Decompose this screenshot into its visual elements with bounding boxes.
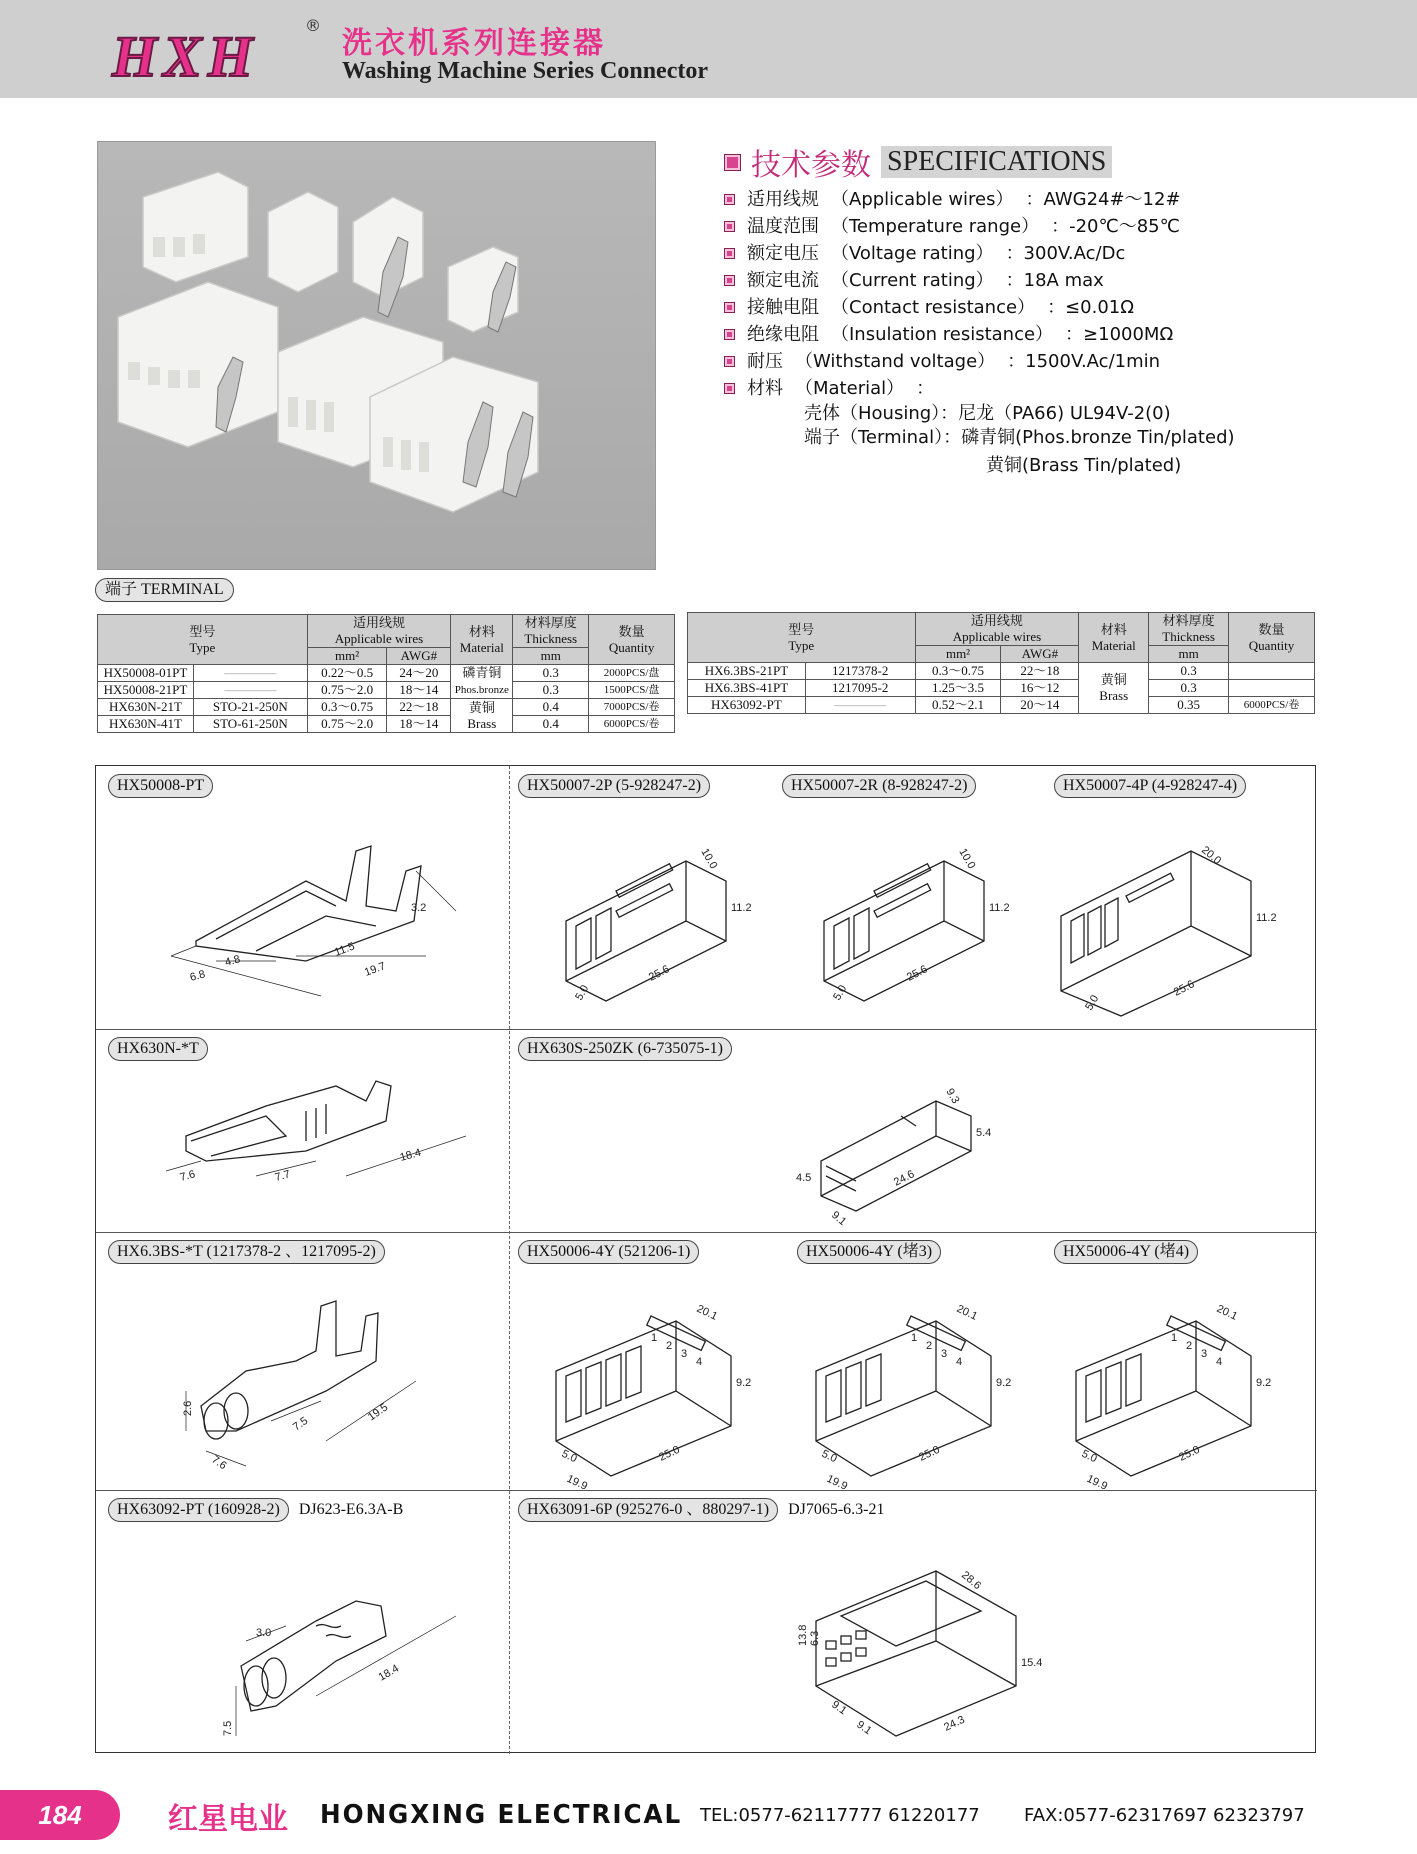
pin-number: 1 [651, 1332, 658, 1344]
drawing-caption: HX63092-PT (160928-2) DJ623-E6.3A-B [108, 1498, 403, 1522]
cell-type: HX630N-41T [98, 716, 194, 733]
grid-divider-vertical [509, 766, 510, 1754]
dim-label: 4.8 [223, 953, 242, 969]
bullet-square-icon [724, 302, 735, 313]
spec-item [724, 321, 1181, 348]
drawing-caption: HX50006-4Y (521206-1) [518, 1240, 699, 1264]
cell-type: HX63092-PT [688, 697, 806, 714]
dim-label: 5.0 [819, 1447, 839, 1466]
spec-value: ： [916, 378, 935, 399]
drawing-caption: HX50008-PT [108, 774, 213, 798]
spec-label-en: （Insulation resistance） [831, 324, 1054, 345]
cell-qty: 6000PCS/卷 [589, 716, 675, 733]
cell-mm2: 0.75～2.0 [307, 682, 387, 699]
cell-alt: STO-21-250N [193, 699, 307, 716]
telephone: TEL:0577-62117777 61220177 [700, 1805, 980, 1826]
cell-qty [1229, 663, 1315, 680]
spec-item [724, 213, 1181, 240]
drawing-caption: HX63091-6P (925276-0 、880297-1) DJ7065-6.3-21 [518, 1498, 885, 1522]
dim-label: 11.2 [989, 902, 1010, 914]
bullet-square-icon [724, 356, 735, 367]
col-mm2: mm² [307, 648, 387, 665]
spec-label-en: （Withstand voltage） [795, 351, 996, 372]
dim-label: 11.5 [332, 940, 357, 959]
dim-label: 9.1 [829, 1698, 849, 1718]
spec-value: ：300V.Ac/Dc [1005, 243, 1126, 264]
cell-type: HX50008-01PT [98, 665, 194, 682]
spec-value: ：AWG24#～12# [1025, 189, 1181, 210]
cell-alt: STO-61-250N [193, 716, 307, 733]
col-type: 型号 Type [98, 615, 308, 665]
cell-awg: 18～14 [387, 716, 451, 733]
table-row [98, 665, 675, 682]
dim-label: 5.0 [559, 1447, 579, 1466]
dim-label: 19.7 [362, 960, 388, 979]
terminal-drawing [182, 1281, 446, 1481]
bullet-square-icon [724, 248, 735, 259]
col-awg: AWG# [387, 648, 451, 665]
cell-material: 黄铜 Brass [1079, 663, 1149, 714]
spec-item [724, 348, 1181, 375]
spec-item [724, 375, 1181, 402]
terminal-drawing [156, 811, 486, 1011]
spec-item [724, 186, 1181, 213]
cell-alt: 1217378-2 [805, 663, 915, 680]
dim-label: 2.6 [182, 1400, 194, 1416]
dim-label: 3.0 [256, 1627, 272, 1639]
dim-label: 20.1 [1214, 1302, 1240, 1323]
drawing-caption: HX630S-250ZK (6-735075-1) [518, 1037, 732, 1061]
dim-label: 9.2 [736, 1377, 752, 1389]
dim-label: 7.5 [290, 1414, 311, 1434]
cell-alt: ———— [193, 665, 307, 682]
dim-label: 5.0 [1083, 993, 1102, 1013]
cell-qty: 1500PCS/盘 [589, 682, 675, 699]
dim-label: 25.6 [1171, 978, 1197, 999]
cell-awg: 22～18 [387, 699, 451, 716]
col-wires: 适用线规 Applicable wires [307, 615, 451, 648]
housing-drawing [546, 811, 776, 1011]
page-number: 184 [0, 1790, 120, 1840]
cell-qty: 7000PCS/卷 [589, 699, 675, 716]
spec-label-zh: 额定电流 [747, 270, 819, 291]
dim-label: 25.0 [917, 1443, 942, 1464]
spec-label-zh: 材料 [747, 378, 783, 399]
dim-label: 20.1 [694, 1302, 720, 1323]
terminal-table-right [687, 612, 1315, 714]
table-row [688, 697, 1315, 714]
table-row [688, 663, 1315, 680]
table-row [688, 680, 1315, 697]
col-awg: AWG# [1001, 646, 1079, 663]
dim-label: 10.0 [698, 846, 720, 872]
dim-label: 7.6 [178, 1168, 197, 1184]
col-thick-unit: mm [513, 648, 589, 665]
drawings-grid [95, 765, 1316, 1753]
pin-number: 2 [1186, 1340, 1193, 1352]
dim-label: 9.2 [1256, 1377, 1272, 1389]
cell-thick: 0.3 [513, 682, 589, 699]
drawing-caption: HX630N-*T [108, 1037, 208, 1061]
col-quantity: 数量 Quantity [589, 615, 675, 665]
table-row [98, 716, 675, 733]
dim-label: 9.1 [829, 1209, 849, 1229]
spec-label-zh: 额定电压 [747, 243, 819, 264]
spec-label-zh: 耐压 [747, 351, 783, 372]
cell-material: 磷青铜 Phos.bronze [451, 665, 513, 699]
table-row [98, 682, 675, 699]
spec-list [724, 186, 1181, 402]
dim-label: 25.0 [657, 1443, 682, 1464]
dim-label: 9.3 [943, 1086, 962, 1106]
pin-number: 2 [666, 1340, 673, 1352]
company-name-zh: 红星电业 [168, 1802, 288, 1837]
dim-label: 18.4 [376, 1662, 402, 1684]
cell-awg: 24～20 [387, 665, 451, 682]
housing-drawing [804, 811, 1034, 1011]
terminal-drawing [166, 1066, 486, 1216]
cell-alt: 1217095-2 [805, 680, 915, 697]
col-quantity: 数量 Quantity [1229, 613, 1315, 663]
spec-value: ：≤0.01Ω [1047, 297, 1134, 318]
cell-awg: 20～14 [1001, 697, 1079, 714]
pin-number: 4 [956, 1356, 963, 1368]
dim-label: 20.0 [1199, 844, 1224, 868]
cell-thick: 0.3 [1149, 680, 1229, 697]
cell-thick: 0.4 [513, 699, 589, 716]
cell-mm2: 0.22～0.5 [307, 665, 387, 682]
grid-divider [96, 1029, 1317, 1030]
cell-thick: 0.3 [513, 665, 589, 682]
drawing-caption: HX50007-2P (5-928247-2) [518, 774, 710, 798]
specifications-heading [724, 140, 1112, 184]
spec-label-en: （Current rating） [831, 270, 994, 291]
cell-type: HX50008-21PT [98, 682, 194, 699]
dim-label: 9.2 [996, 1377, 1012, 1389]
spec-label-zh: 接触电阻 [747, 297, 819, 318]
dim-label: 15.4 [1021, 1657, 1043, 1669]
spec-value: ：1500V.Ac/1min [1007, 351, 1161, 372]
pin-number: 2 [926, 1340, 933, 1352]
pin-number: 3 [941, 1348, 948, 1360]
terminal-table-left [97, 614, 675, 733]
drawing-caption: HX6.3BS-*T (1217378-2 、1217095-2) [108, 1240, 385, 1264]
cell-alt: ———— [805, 697, 915, 714]
cell-thick: 0.3 [1149, 663, 1229, 680]
spec-label-zh: 绝缘电阻 [747, 324, 819, 345]
bullet-square-icon [724, 275, 735, 286]
dim-label: 24.6 [891, 1168, 917, 1189]
spec-item [724, 294, 1181, 321]
spec-label-en: （Material） [795, 378, 905, 399]
bullet-square-icon [724, 221, 735, 232]
bullet-square-icon [724, 154, 741, 171]
cell-type: HX630N-21T [98, 699, 194, 716]
page-title-en: Washing Machine Series Connector [342, 58, 708, 84]
dim-label: 19.5 [365, 1401, 391, 1424]
dim-label: 6.8 [188, 968, 207, 984]
company-name-en: HONGXING ELECTRICAL [320, 1800, 683, 1830]
cell-mm2: 1.25～3.5 [915, 680, 1001, 697]
cell-thick: 0.4 [513, 716, 589, 733]
cell-material: 黄铜 Brass [451, 699, 513, 733]
cell-type: HX6.3BS-41PT [688, 680, 806, 697]
dim-label: 5.0 [573, 983, 592, 1003]
spec-label-zh: 温度范围 [747, 216, 819, 237]
dim-label: 11.2 [731, 902, 752, 914]
spec-brass: 黄铜(Brass Tin/plated) [986, 455, 1182, 476]
dim-label: 3.2 [411, 902, 427, 914]
spec-label-en: （Contact resistance） [831, 297, 1036, 318]
housing-4way-drawing [1056, 1276, 1296, 1493]
spec-terminal: 端子（Terminal）：磷青铜(Phos.bronze Tin/plated) [804, 427, 1235, 448]
registered-mark: ® [305, 16, 321, 35]
spec-value: ：-20℃～85℃ [1051, 216, 1180, 237]
page-title-zh: 洗衣机系列连接器 [342, 26, 606, 61]
col-mm2: mm² [915, 646, 1001, 663]
dim-label: 10.0 [956, 846, 978, 872]
dim-label: 19.9 [824, 1472, 850, 1493]
dim-label: 25.0 [1177, 1443, 1202, 1464]
dim-label: 28.6 [959, 1569, 984, 1593]
dim-label: 5.0 [1079, 1447, 1099, 1466]
pin-number: 4 [696, 1356, 703, 1368]
table-row [98, 699, 675, 716]
pin-number: 3 [681, 1348, 688, 1360]
dim-label: 19.9 [1084, 1472, 1110, 1493]
pin-number: 1 [1171, 1332, 1178, 1344]
fax: FAX:0577-62317697 62323797 [1024, 1805, 1305, 1826]
terminal-drawing [216, 1566, 496, 1746]
dim-label: 18.4 [398, 1146, 423, 1164]
bullet-square-icon [724, 194, 735, 205]
pin-number: 4 [1216, 1356, 1223, 1368]
dim-label: 6.3 [809, 1630, 821, 1646]
drawing-caption: HX50006-4Y (堵4) [1054, 1240, 1198, 1264]
bullet-square-icon [724, 383, 735, 394]
brand-logo: HXH [112, 24, 259, 89]
col-material: 材料 Material [1079, 613, 1149, 663]
housing-drawing [1046, 811, 1286, 1021]
pin-number: 3 [1201, 1348, 1208, 1360]
spec-label-en: （Voltage rating） [831, 243, 994, 264]
housing-6way-drawing [796, 1546, 1076, 1746]
cell-mm2: 0.52～2.1 [915, 697, 1001, 714]
cell-qty: 6000PCS/卷 [1229, 697, 1315, 714]
spec-label-en: （Temperature range） [831, 216, 1040, 237]
housing-4way-drawing [536, 1276, 776, 1493]
col-type: 型号 Type [688, 613, 916, 663]
grid-divider [96, 1232, 1317, 1233]
dim-label: 7.5 [222, 1720, 234, 1736]
product-photo [97, 141, 656, 570]
spec-label-zh: 适用线规 [747, 189, 819, 210]
dim-label: 5.4 [976, 1127, 992, 1139]
spec-title-zh: 技术参数 [751, 148, 871, 183]
spec-label-en: （Applicable wires） [831, 189, 1014, 210]
drawing-caption: HX50006-4Y (堵3) [797, 1240, 941, 1264]
grid-divider [96, 1490, 1317, 1491]
cell-mm2: 0.3～0.75 [307, 699, 387, 716]
cell-mm2: 0.3～0.75 [915, 663, 1001, 680]
dim-label: 24.3 [942, 1713, 967, 1734]
dim-label: 19.9 [564, 1472, 590, 1493]
dim-label: 25.6 [646, 963, 672, 984]
connectors-illustration [98, 142, 656, 570]
dim-label: 9.1 [854, 1718, 874, 1738]
dim-label: 7.6 [209, 1453, 229, 1473]
dim-label: 7.7 [273, 1168, 292, 1184]
col-thickness: 材料厚度 Thickness [513, 615, 589, 648]
col-thick-unit: mm [1149, 646, 1229, 663]
dim-label: 5.0 [831, 983, 850, 1003]
dim-label: 25.6 [904, 963, 930, 984]
cell-qty: 2000PCS/盘 [589, 665, 675, 682]
dim-label: 4.5 [796, 1172, 812, 1184]
dim-label: 13.8 [797, 1624, 809, 1646]
spec-item [724, 240, 1181, 267]
spec-value: ：18A max [1005, 270, 1104, 291]
cell-alt: ———— [193, 682, 307, 699]
cell-type: HX6.3BS-21PT [688, 663, 806, 680]
dim-label: 11.2 [1256, 912, 1277, 924]
tab-housing-drawing [796, 1051, 1126, 1231]
cell-mm2: 0.75～2.0 [307, 716, 387, 733]
cell-awg: 22～18 [1001, 663, 1079, 680]
terminal-section-label: 端子 TERMINAL [95, 578, 234, 602]
spec-value: ：≥1000MΩ [1065, 324, 1174, 345]
col-material: 材料 Material [451, 615, 513, 665]
dim-label: 20.1 [954, 1302, 980, 1323]
col-thickness: 材料厚度 Thickness [1149, 613, 1229, 646]
spec-title-en: SPECIFICATIONS [881, 146, 1112, 178]
cell-thick: 0.35 [1149, 697, 1229, 714]
pin-number: 1 [911, 1332, 918, 1344]
housing-4way-drawing [796, 1276, 1036, 1493]
bullet-square-icon [724, 329, 735, 340]
spec-housing: 壳体（Housing）：尼龙（PA66) UL94V-2(0) [804, 403, 1171, 424]
header-bar [0, 0, 1417, 98]
col-wires: 适用线规 Applicable wires [915, 613, 1079, 646]
drawing-caption: HX50007-4P (4-928247-4) [1054, 774, 1246, 798]
cell-awg: 16～12 [1001, 680, 1079, 697]
cell-awg: 18～14 [387, 682, 451, 699]
drawing-caption: HX50007-2R (8-928247-2) [782, 774, 976, 798]
spec-item [724, 267, 1181, 294]
cell-qty [1229, 680, 1315, 697]
